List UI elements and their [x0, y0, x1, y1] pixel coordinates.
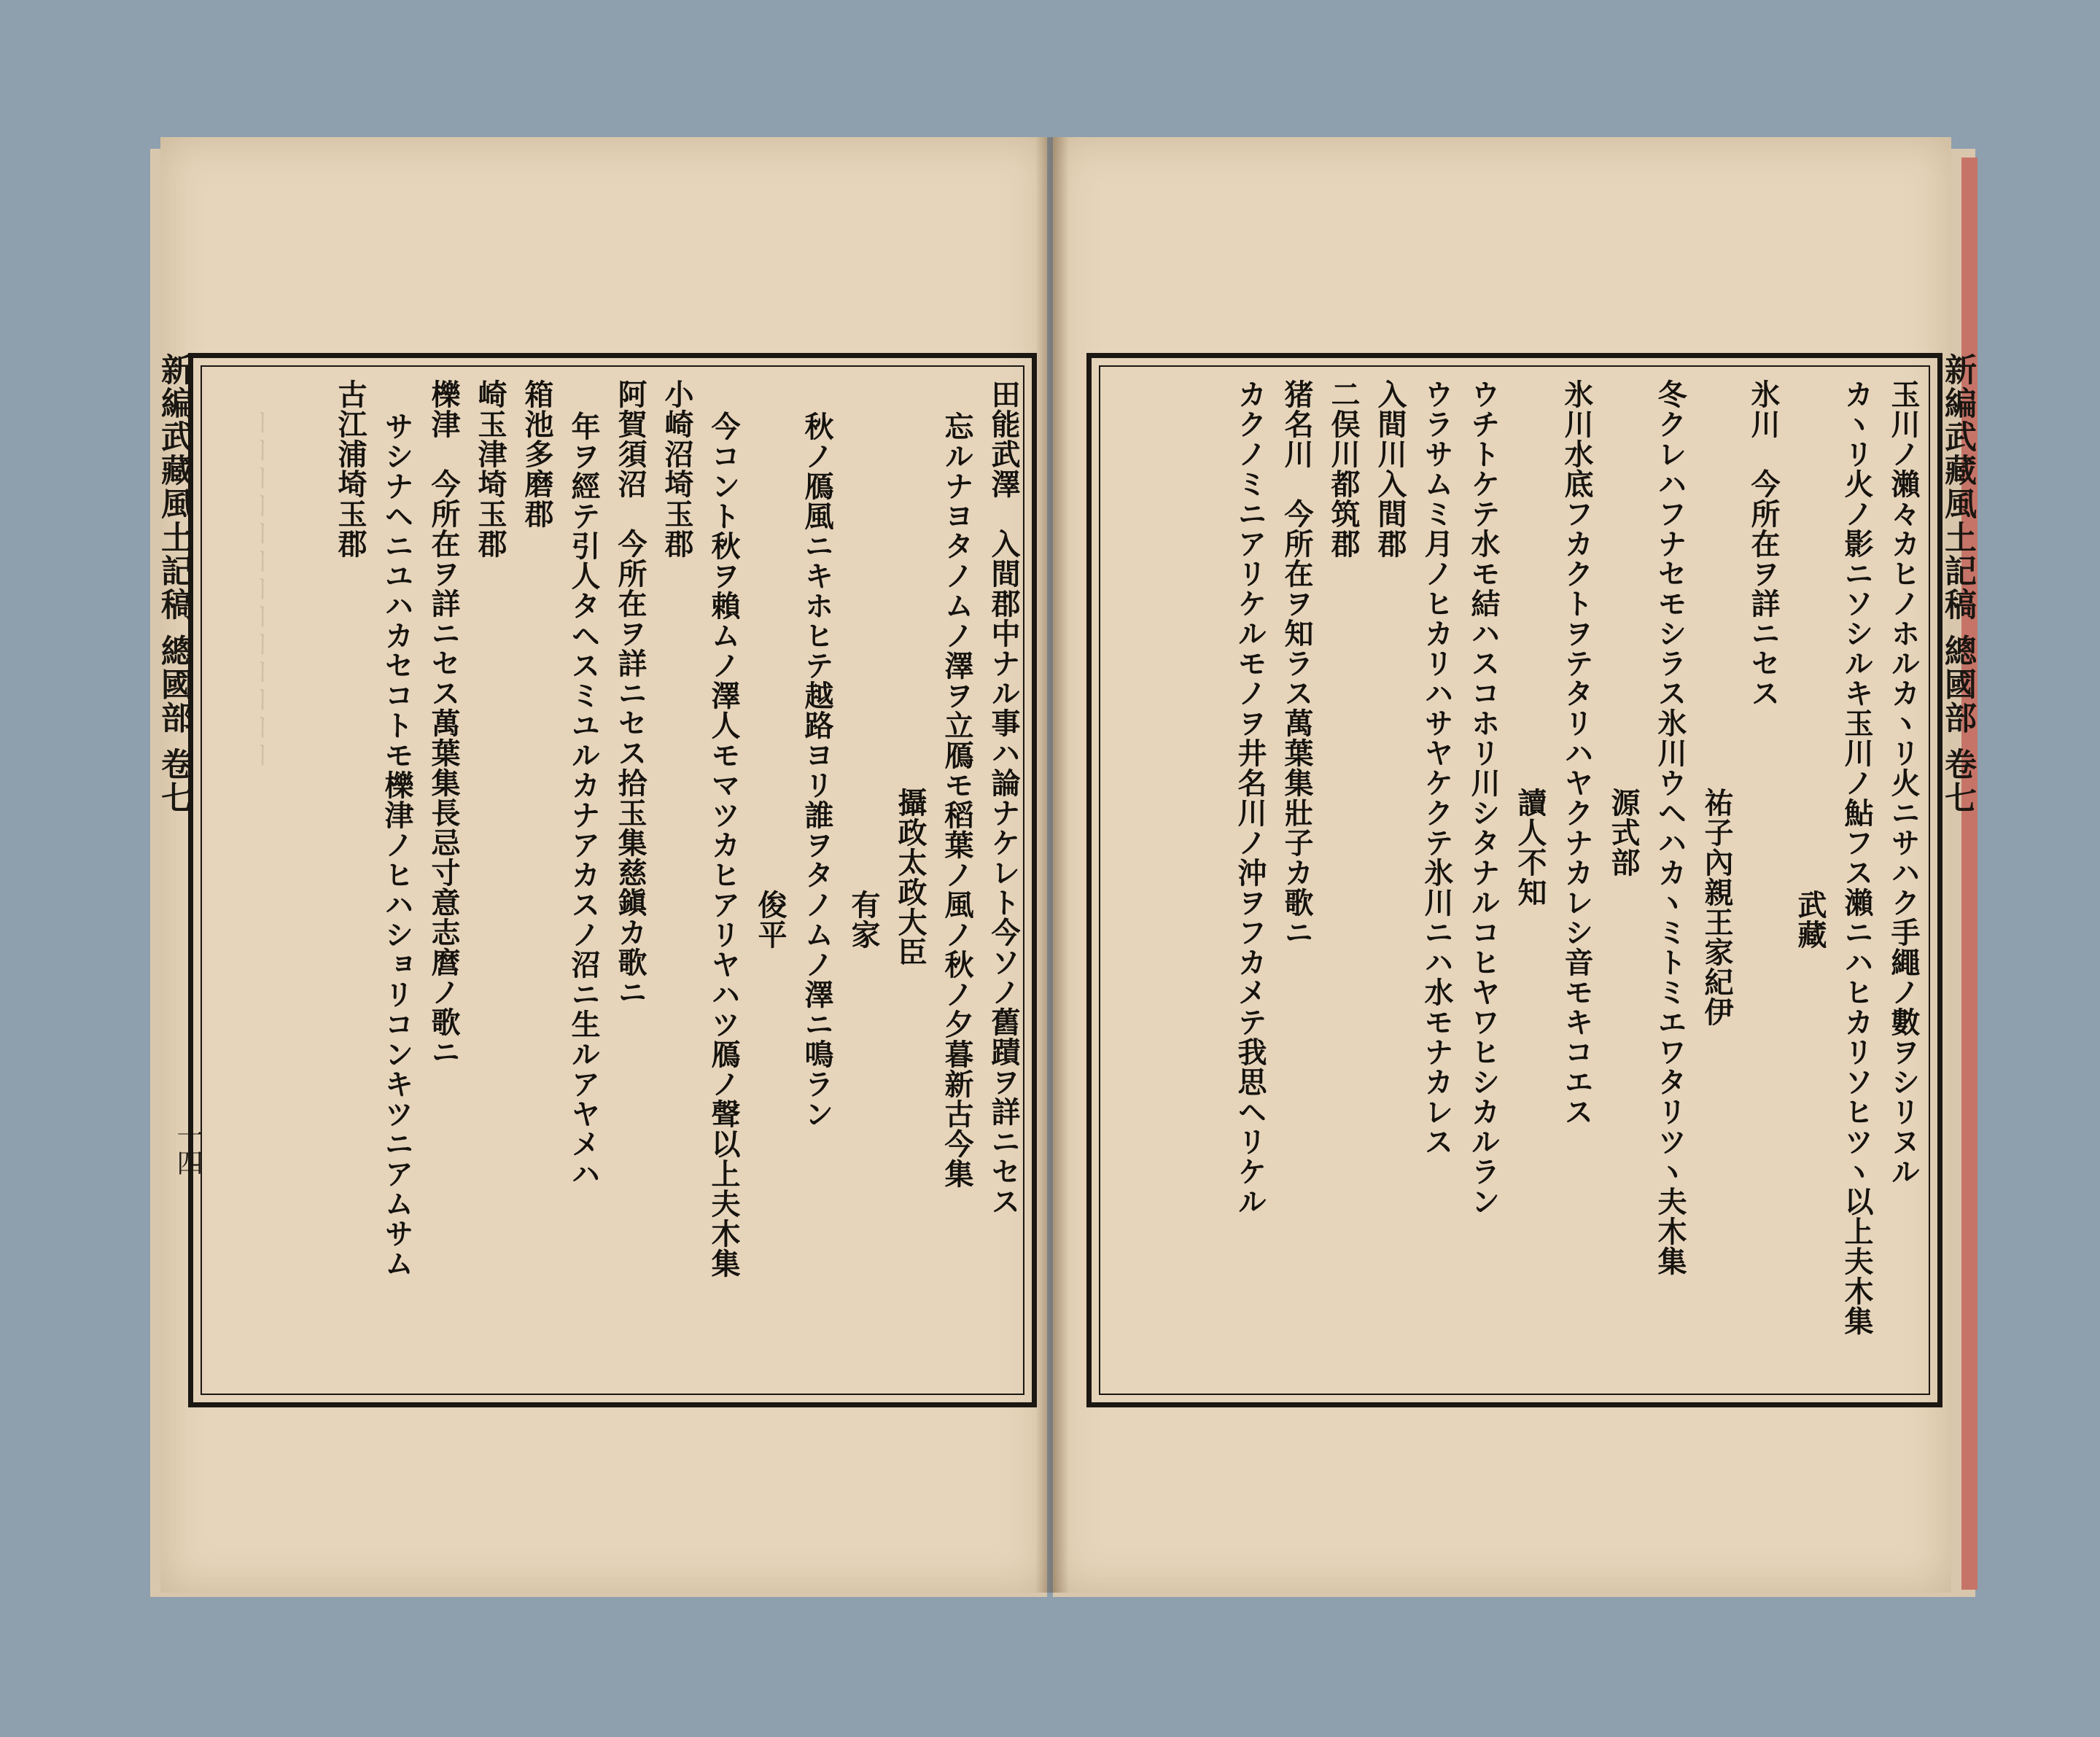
text-column: 箱池多磨郡	[520, 379, 554, 529]
left-folio: 十四	[173, 1123, 203, 1176]
text-column: 有家	[847, 890, 881, 949]
text-column: 櫟津 今所在ヲ詳ニセス萬葉集長忌寸意志麿ノ歌ニ	[427, 379, 461, 1067]
text-column: 源式部	[1606, 788, 1641, 877]
text-column: 武藏	[1793, 890, 1827, 949]
text-column: 讀人不知	[1513, 788, 1547, 907]
text-column: 氷川 今所在ヲ詳ニセス	[1746, 379, 1781, 708]
text-column: 小崎沼埼玉郡	[660, 379, 694, 559]
text-column: 崎玉津埼玉郡	[473, 379, 508, 559]
text-column: 氷川水底フカクトヲテタリハヤクナカレシ音モキコエス	[1560, 379, 1594, 1127]
left-page-text	[219, 379, 1021, 1393]
right-margin-title: 新編武藏風土記稿 總國部 卷七	[1939, 353, 1976, 815]
text-column: ウチトケテ水モ結ハスコホリ川シタナルコヒヤワヒシカルラン	[1466, 379, 1501, 1216]
text-column: 祐子內親王家紀伊	[1700, 788, 1734, 1027]
show-through: ーーーーーーーーーーーーー	[244, 408, 276, 769]
text-column: ウラサムミ月ノヒカリハサヤケクテ氷川ニハ水モナカレス	[1420, 379, 1454, 1157]
text-column: 今コント秋ヲ賴ムノ澤人モマツカヒアリヤハツ鴈ノ聲以上夫木集	[707, 411, 741, 1278]
text-column: 年ヲ經テ引人タヘスミユルカナアカスノ沼ニ生ルアヤメハ	[567, 411, 601, 1189]
book-gutter	[1035, 137, 1069, 1593]
text-column: 古江浦埼玉郡	[333, 379, 368, 559]
text-column: 二俣川都筑郡	[1326, 379, 1361, 559]
text-column: 冬クレハフナセモシラス氷川ウヘハカヽミトミエワタリツヽ夫木集	[1653, 379, 1687, 1276]
text-column: 猪名川 今所在ヲ知ラス萬葉集壯子カ歌ニ	[1280, 379, 1314, 947]
text-column: 攝政太政大臣	[893, 788, 928, 967]
right-page-text	[1116, 379, 1921, 1393]
text-column: カクノミニアリケルモノヲ井名川ノ沖ヲフカメテ我思ヘリケル	[1233, 379, 1267, 1216]
text-column: 田能武澤 入間郡中ナル事ハ論ナケレト今ソノ舊蹟ヲ詳ニセス	[987, 379, 1021, 1216]
left-margin-title: 新編武藏風土記稿 總國部 卷七	[155, 353, 192, 815]
text-column: 秋ノ鴈風ニキホヒテ越路ヨリ誰ヲタノムノ澤ニ鳴ラン	[800, 411, 834, 1129]
text-column: 阿賀須沼 今所在ヲ詳ニセス拾玉集慈鎭カ歌ニ	[613, 379, 648, 1007]
text-column: サシナヘニユハカセコトモ櫟津ノヒハショリコンキツニアムサム	[380, 411, 414, 1278]
text-column: 俊平	[753, 890, 788, 949]
text-column: 忘ルナヨタノムノ澤ヲ立鴈モ稻葉ノ風ノ秋ノ夕暮新古今集	[940, 411, 974, 1189]
text-column: 入間川入間郡	[1373, 379, 1407, 559]
text-column: 玉川ノ瀨々カヒノホルカヽリ火ニサハク手繩ノ數ヲシリヌル	[1886, 379, 1921, 1186]
text-column: カヽリ火ノ影ニソシルキ玉川ノ鮎フス瀨ニハヒカリソヒツヽ以上夫木集	[1840, 379, 1874, 1336]
